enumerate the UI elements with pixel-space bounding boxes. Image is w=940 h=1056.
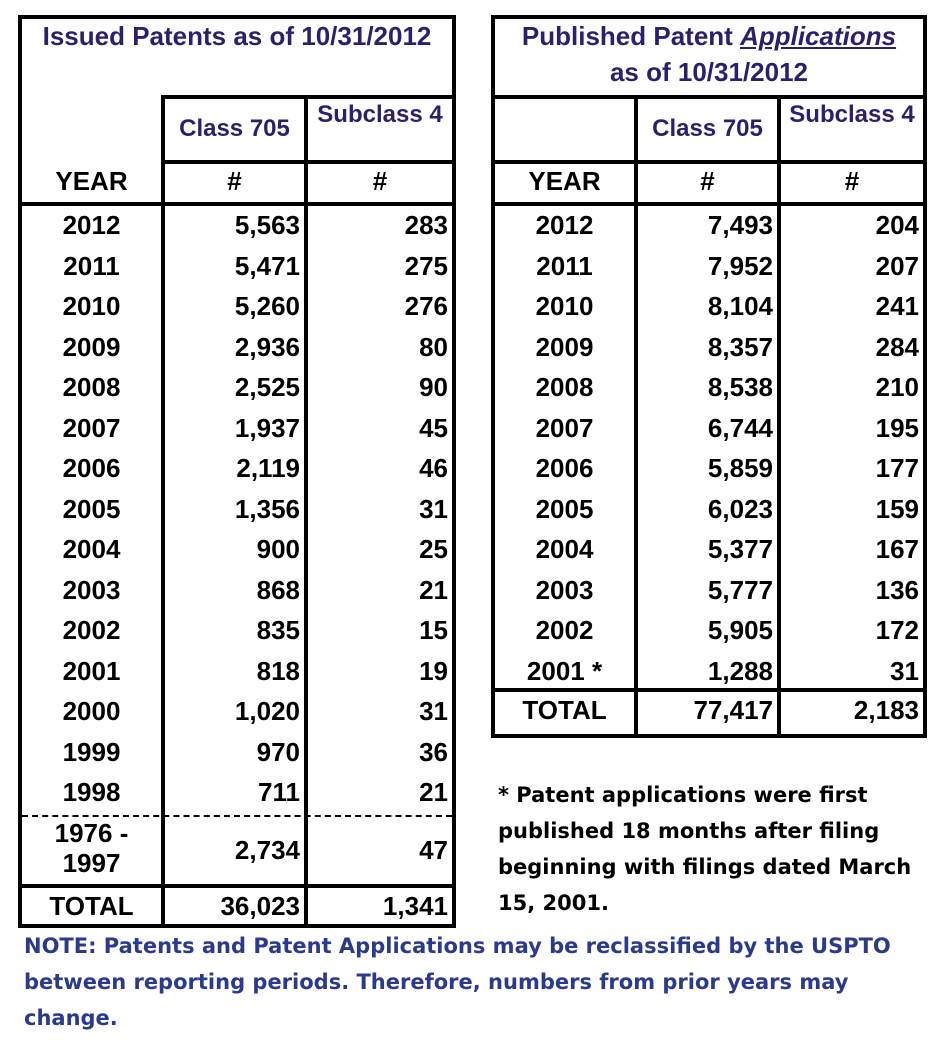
issued-row-class705: 1,020: [234, 696, 300, 726]
published-row-year: 2011: [536, 250, 593, 281]
published-row-year: 2004: [535, 534, 594, 564]
issued-row-year: 2004: [62, 534, 121, 564]
footnote: * Patent applications were first published 18 months after filing beginning with filings dated March 15, 2001.: [498, 783, 912, 915]
issued-header-divider: [161, 160, 456, 164]
published-row-subclass4: 207: [875, 250, 919, 281]
issued-total-class705: 36,023: [220, 891, 300, 921]
published-row-subclass4: 284: [875, 331, 919, 362]
issued-row-year: 2005: [62, 493, 121, 524]
published-row-class705: 5,905: [707, 615, 773, 645]
issued-row-class705: 868: [256, 574, 300, 605]
published-year-header: YEAR: [528, 166, 601, 196]
published-row-class705: 8,357: [707, 331, 773, 362]
published-row-subclass4: 204: [875, 210, 919, 240]
issued-row-year: 2007: [62, 412, 121, 443]
issued-row-subclass4: 21: [419, 777, 448, 807]
issued-row-subclass4: 46: [419, 453, 448, 483]
issued-class-num-header: #: [227, 166, 242, 196]
published-row-year: 2003: [535, 574, 594, 605]
issued-row-year: 2006: [62, 453, 121, 483]
issued-title-divider: [161, 95, 456, 99]
issued-row-class705: 2,525: [234, 372, 300, 402]
issued-row-year: 2012: [62, 210, 121, 240]
issued-row-subclass4: 15: [419, 615, 448, 645]
published-row-year: 2009: [535, 331, 594, 362]
issued-row-subclass4: 19: [419, 655, 448, 686]
published-row-class705: 5,859: [707, 453, 773, 483]
issued-row-subclass4: 36: [419, 736, 448, 767]
issued-row-year: 1998: [62, 777, 121, 807]
issued-row-year: 2001: [62, 655, 121, 686]
issued-row-year: 2009: [62, 331, 121, 362]
issued-row-class705: 2,936: [234, 331, 300, 362]
issued-row-class705: 1,937: [234, 412, 300, 443]
issued-row-subclass4: 31: [419, 493, 448, 524]
issued-range-year: 1976 - 1997: [54, 818, 129, 878]
published-row-subclass4: 210: [875, 372, 919, 402]
published-title-emphasis: Applications: [740, 21, 897, 51]
issued-row-year: 2011: [63, 250, 120, 281]
issued-row-subclass4: 283: [404, 210, 448, 240]
published-row-year: 2006: [535, 453, 594, 483]
published-row-class705: 8,104: [707, 291, 773, 321]
published-total-class705: 77,417: [693, 695, 773, 725]
published-subclass-num-header: #: [844, 166, 860, 196]
issued-row-class705: 5,563: [234, 210, 300, 240]
issued-row-year: 2002: [62, 615, 121, 645]
issued-total-label: TOTAL: [49, 891, 134, 921]
reclassification-note: NOTE: Patents and Patent Applications may be reclassified by the USPTO between reporting periods. Therefore, numbers from prior years may change.: [24, 934, 891, 1030]
published-row-year: 2008: [535, 372, 594, 402]
published-row-subclass4: 241: [875, 291, 919, 321]
issued-range-divider: [22, 815, 452, 817]
published-row-subclass4: 177: [875, 453, 919, 483]
issued-row-subclass4: 25: [419, 534, 448, 564]
issued-row-class705: 970: [256, 736, 300, 767]
published-row-year: 2012: [535, 210, 594, 240]
published-row-class705: 7,493: [707, 210, 773, 240]
issued-row-subclass4: 21: [419, 574, 448, 605]
published-row-class705: 8,538: [707, 372, 773, 402]
issued-row-subclass4: 80: [419, 331, 448, 362]
issued-row-class705: 2,119: [236, 453, 300, 483]
published-row-class705: 6,744: [707, 412, 773, 443]
published-total-label: TOTAL: [522, 695, 607, 725]
published-class-header: Class 705: [652, 115, 763, 142]
published-row-class705: 1,288: [707, 655, 773, 686]
published-header-divider: [491, 160, 927, 164]
published-row-year: 2001 *: [526, 655, 603, 686]
published-row-year: 2010: [535, 291, 594, 321]
issued-row-subclass4: 31: [419, 696, 448, 726]
published-class-num-header: #: [700, 166, 715, 196]
published-row-year: 2007: [535, 412, 594, 443]
issued-title: Issued Patents as of 10/31/2012: [42, 21, 432, 51]
published-title: Published Patent Applications as of 10/31/2012: [521, 21, 897, 87]
issued-row-subclass4: 90: [419, 372, 448, 402]
issued-row-subclass4: 275: [404, 250, 448, 281]
issued-row-class705: 818: [256, 655, 300, 686]
issued-row-year: 2000: [62, 696, 121, 726]
issued-subclass-header: Subclass 4: [317, 101, 443, 128]
published-row-class705: 7,952: [707, 250, 773, 281]
published-row-subclass4: 167: [875, 534, 919, 564]
published-row-subclass4: 136: [875, 574, 919, 605]
issued-row-year: 2010: [62, 291, 121, 321]
issued-row-class705: 900: [256, 534, 300, 564]
issued-year-header: YEAR: [55, 166, 128, 196]
published-row-class705: 5,777: [707, 574, 773, 605]
issued-class-header: Class 705: [179, 115, 290, 142]
issued-subclass-num-header: #: [372, 166, 388, 196]
issued-row-class705: 5,471: [234, 250, 300, 281]
issued-row-class705: 711: [258, 777, 300, 807]
published-row-class705: 6,023: [707, 493, 773, 524]
published-row-year: 2005: [535, 493, 594, 524]
issued-row-class705: 835: [256, 615, 300, 645]
issued-row-subclass4: 276: [404, 291, 448, 321]
issued-row-subclass4: 45: [419, 412, 448, 443]
published-subclass-header: Subclass 4: [789, 101, 915, 128]
issued-row-year: 2003: [62, 574, 121, 605]
issued-range-class705: 2,734: [234, 835, 300, 865]
issued-total-subclass4: 1,341: [382, 891, 448, 921]
published-row-subclass4: 195: [875, 412, 919, 443]
published-row-year: 2002: [535, 615, 594, 645]
issued-range-subclass4: 47: [419, 835, 448, 865]
published-row-subclass4: 159: [875, 493, 919, 524]
issued-row-year: 1999: [62, 736, 121, 767]
published-row-subclass4: 31: [890, 655, 919, 686]
published-title-divider: [491, 95, 927, 99]
issued-row-year: 2008: [62, 372, 121, 402]
published-total-subclass4: 2,183: [853, 695, 919, 725]
issued-row-class705: 5,260: [234, 291, 300, 321]
published-row-class705: 5,377: [707, 534, 773, 564]
published-row-subclass4: 172: [875, 615, 919, 645]
issued-row-class705: 1,356: [234, 493, 300, 524]
